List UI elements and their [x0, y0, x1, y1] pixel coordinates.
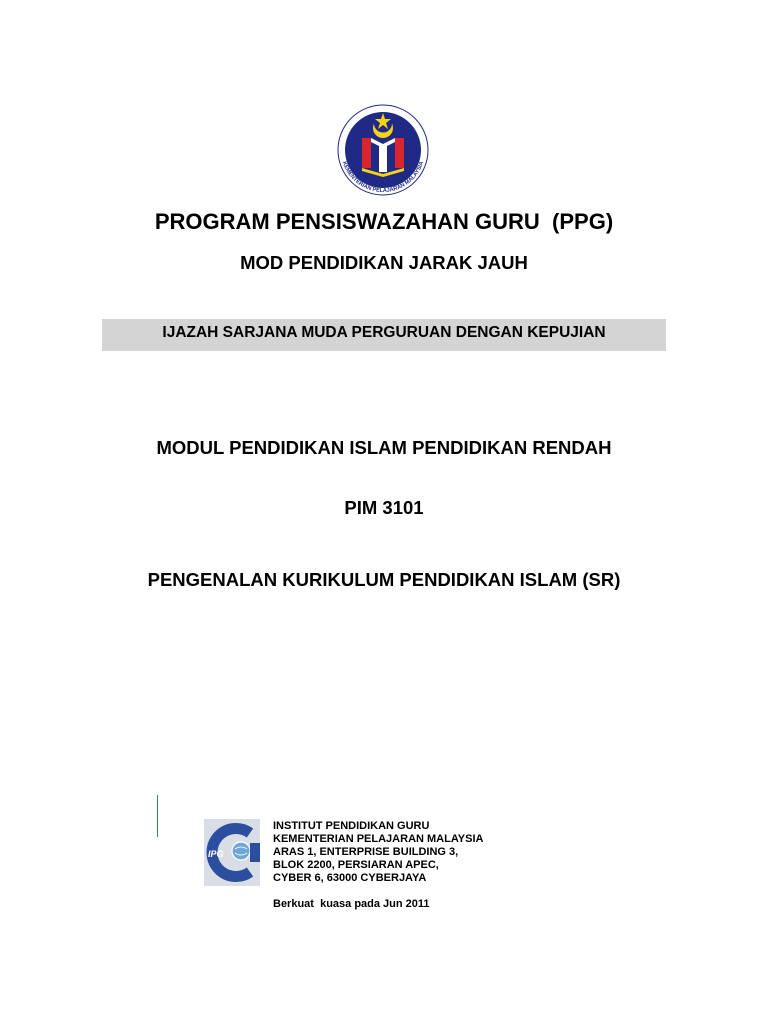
- degree-banner-text: IJAZAH SARJANA MUDA PERGURUAN DENGAN KEPUJIAN: [162, 324, 606, 341]
- address-line: CYBER 6, 63000 CYBERJAYA: [273, 872, 427, 884]
- kpm-crest-logo: [331, 104, 435, 202]
- degree-banner: [102, 319, 666, 351]
- address-line: INSTITUT PENDIDIKAN GURU: [273, 820, 430, 832]
- address-line: KEMENTERIAN PELAJARAN MALAYSIA: [273, 833, 484, 845]
- course-code: PIM 3101: [344, 497, 424, 518]
- course-title: PENGENALAN KURIKULUM PENDIDIKAN ISLAM (SR): [147, 569, 621, 590]
- institute-address: [273, 820, 483, 885]
- address-line: ARAS 1, ENTERPRISE BUILDING 3,: [273, 846, 459, 858]
- address-line: BLOK 2200, PERSIARAN APEC,: [273, 859, 439, 871]
- ipg-logo: [204, 819, 260, 886]
- document-subtitle: MOD PENDIDIKAN JARAK JAUH: [240, 252, 528, 273]
- ipg-logo-text: IPG: [208, 849, 224, 859]
- document-title: PROGRAM PENSISWAZAHAN GURU (PPG): [154, 209, 614, 234]
- module-title: MODUL PENDIDIKAN ISLAM PENDIDIKAN RENDAH: [156, 437, 612, 458]
- margin-mark: [157, 795, 158, 837]
- effective-date: Berkuat kuasa pada Jun 2011: [273, 898, 430, 910]
- logo-ring-text: KEMENTERIAN PELAJARAN MALAYSIA: [340, 160, 426, 195]
